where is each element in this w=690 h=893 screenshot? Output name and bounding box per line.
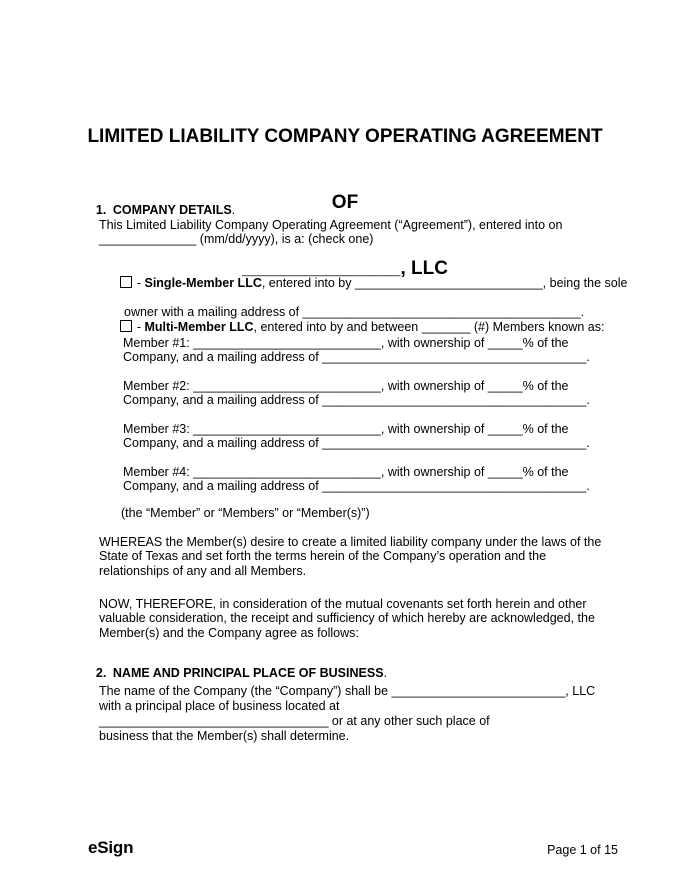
member-2-block xyxy=(123,379,590,408)
single-member-address-line: owner with a mailing address of ________________________________________. xyxy=(124,305,585,320)
whereas-paragraph xyxy=(99,535,601,578)
company-name-line: The name of the Company (the “Company”) shall be _________________________, LLC xyxy=(99,684,596,698)
single-member-checkbox[interactable] xyxy=(120,276,132,288)
section-2-number: 2. xyxy=(95,666,107,681)
multi-member-dash: - xyxy=(136,320,145,335)
member-1-line-1: Member #1: ___________________________, with ownership of _____% of the xyxy=(123,336,569,350)
member-1-line-2: Company, and a mailing address of ______________________________________. xyxy=(123,350,590,365)
multi-member-label: Multi-Member LLC xyxy=(144,320,254,335)
title-company-name-blank: _______________, LLC xyxy=(242,258,448,279)
intro-line-2-date-blank: ______________ (mm/dd/yyyy), is a: (check one) xyxy=(99,232,374,247)
member-4-block xyxy=(123,465,590,494)
single-member-dash: - xyxy=(136,276,145,291)
business-place-line-2: business that the Member(s) shall determine. xyxy=(99,729,350,743)
section-2-paragraph xyxy=(99,684,595,744)
member-definition-note: (the “Member” or “Members” or “Member(s)”) xyxy=(121,506,370,520)
whereas-line-3: relationships of any and all Members. xyxy=(99,563,307,578)
section-1-intro xyxy=(99,218,562,247)
member-1-block xyxy=(123,336,590,365)
whereas-line-2: State of Texas and set forth the terms herein of the Company’s operation and the xyxy=(99,549,547,564)
whereas-line-1: WHEREAS the Member(s) desire to create a limited liability company under the laws of the xyxy=(99,535,602,549)
section-2-heading-period: . xyxy=(383,666,388,681)
therefore-line-3: Member(s) and the Company agree as follows: xyxy=(99,625,359,640)
member-3-line-1: Member #3: ___________________________, with ownership of _____% of the xyxy=(123,422,569,436)
multi-member-checkbox[interactable] xyxy=(120,320,132,332)
section-1-number: 1. xyxy=(95,203,107,218)
title-line-2: OF xyxy=(331,192,359,213)
title-line-1: LIMITED LIABILITY COMPANY OPERATING AGREEMENT xyxy=(87,126,603,147)
member-2-line-2: Company, and a mailing address of ______________________________________. xyxy=(123,393,590,408)
member-2-line-1: Member #2: ___________________________, with ownership of _____% of the xyxy=(123,379,569,393)
page-number-label: Page 1 of 15 xyxy=(547,843,618,857)
member-4-line-2: Company, and a mailing address of ______________________________________. xyxy=(123,479,590,494)
single-member-text: , entered into by ___________________________, being the sole xyxy=(261,276,628,291)
therefore-line-1: NOW, THEREFORE, in consideration of the mutual covenants set forth herein and other xyxy=(99,597,587,611)
section-1-heading-period: . xyxy=(231,203,236,218)
intro-line-1: This Limited Liability Company Operating Agreement (“Agreement”), entered into on xyxy=(99,218,563,232)
therefore-paragraph xyxy=(99,597,595,640)
therefore-line-2: valuable consideration, the receipt and sufficiency of which hereby are acknowledged, the xyxy=(99,611,595,626)
member-4-line-1: Member #4: ___________________________, with ownership of _____% of the xyxy=(123,465,569,479)
member-3-block xyxy=(123,422,590,451)
business-place-blank-line: _________________________________ or at any other such place of xyxy=(99,714,490,728)
single-member-label: Single-Member LLC xyxy=(144,276,262,291)
esign-logo: eSign xyxy=(88,838,134,857)
section-1-heading-text: COMPANY DETAILS xyxy=(112,203,232,218)
multi-member-text: , entered into by and between _______ (#) Members known as: xyxy=(253,320,605,335)
business-place-line-1: with a principal place of business located at xyxy=(99,699,340,713)
member-3-line-2: Company, and a mailing address of ______________________________________. xyxy=(123,436,590,451)
section-2-heading-text: NAME AND PRINCIPAL PLACE OF BUSINESS xyxy=(112,666,384,681)
